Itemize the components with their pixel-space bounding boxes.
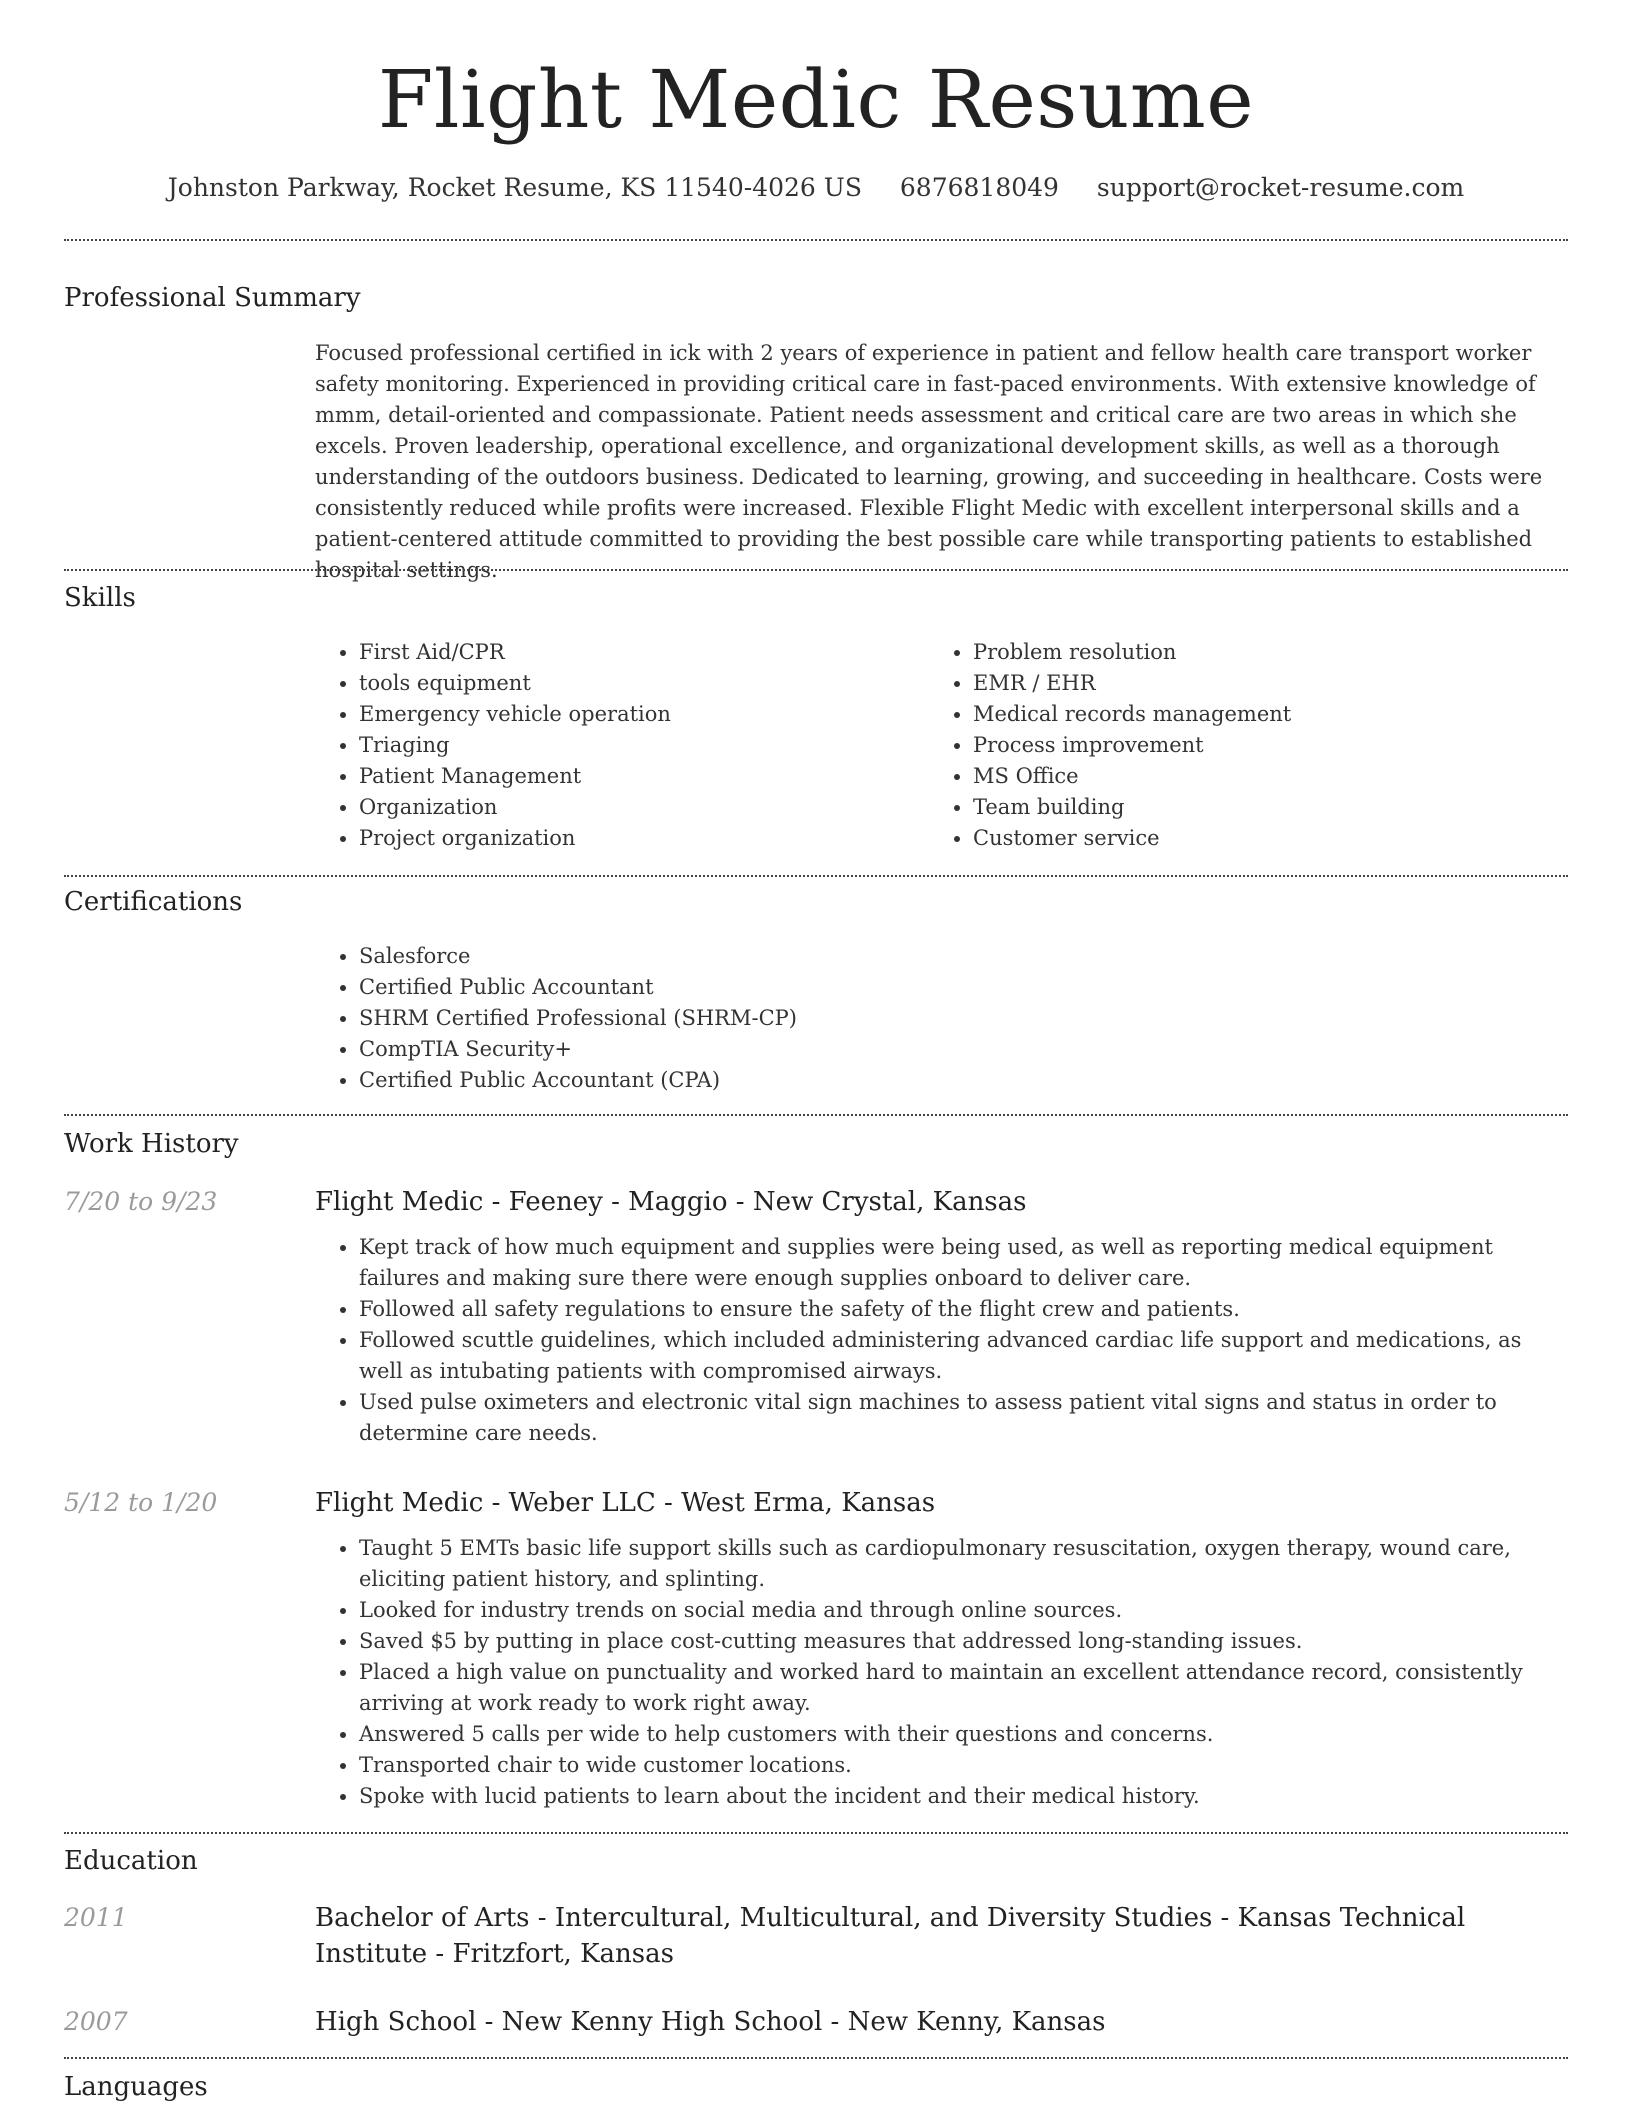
skill-item: • MS Office [973, 761, 1529, 792]
job-bullet: • Kept track of how much equipment and supplies were being used, as well as reporting medical equipment failures and making sure there were enough supplies onboard to deliver care. [359, 1232, 1567, 1294]
education-year: 2007 [64, 2007, 128, 2036]
section-title-languages: Languages [64, 2072, 208, 2102]
skill-item: • Medical records management [973, 699, 1529, 730]
job-bullet: • Spoke with lucid patients to learn about the incident and their medical history. [359, 1781, 1567, 1812]
job-title: Flight Medic - Feeney - Maggio - New Crystal, Kansas [315, 1187, 1027, 1217]
job-entry [315, 1485, 1567, 1812]
job-dates: 7/20 to 9/23 [64, 1187, 218, 1216]
job-dates: 5/12 to 1/20 [64, 1488, 218, 1517]
section-title-skills: Skills [64, 583, 136, 613]
divider [64, 239, 1568, 241]
section-title-education: Education [64, 1846, 198, 1876]
divider [64, 1832, 1568, 1834]
section-title-work-history: Work History [64, 1129, 239, 1159]
certification-item: • CompTIA Security+ [359, 1034, 1567, 1065]
contact-phone: 6876818049 [899, 173, 1059, 202]
contact-address: Johnston Parkway, Rocket Resume, KS 11540-4026 US [167, 173, 862, 202]
job-title: Flight Medic - Weber LLC - West Erma, Kansas [315, 1488, 936, 1518]
divider [64, 2057, 1568, 2059]
education-entry [315, 1900, 1567, 1972]
job-bullet: • Transported chair to wide customer locations. [359, 1750, 1567, 1781]
skills-left-column [315, 637, 915, 854]
skill-item: • Triaging [359, 730, 915, 761]
skill-item: • Problem resolution [973, 637, 1529, 668]
skill-item: • Project organization [359, 823, 915, 854]
resume-title: Flight Medic Resume [377, 53, 1255, 146]
skill-item: • tools equipment [359, 668, 915, 699]
divider [64, 569, 1568, 571]
summary-block [315, 338, 1567, 586]
skill-item: • First Aid/CPR [359, 637, 915, 668]
job-bullet: • Looked for industry trends on social media and through online sources. [359, 1595, 1567, 1626]
skill-item: • Team building [973, 792, 1529, 823]
skill-item: • EMR / EHR [973, 668, 1529, 699]
skill-item: • Organization [359, 792, 915, 823]
skill-item: • Customer service [973, 823, 1529, 854]
skill-item: • Emergency vehicle operation [359, 699, 915, 730]
education-year: 2011 [64, 1903, 128, 1932]
job-bullet: • Placed a high value on punctuality and worked hard to maintain an excellent attendance record, consistently arriving at work ready to work right away. [359, 1657, 1567, 1719]
education-title: Bachelor of Arts - Intercultural, Multicultural, and Diversity Studies - Kansas Technical Institute - Fritzfort, Kansas [315, 1903, 1466, 1969]
job-bullet: • Answered 5 calls per wide to help customers with their questions and concerns. [359, 1719, 1567, 1750]
skill-item: • Patient Management [359, 761, 915, 792]
section-title-summary: Professional Summary [64, 283, 361, 313]
skills-right-column [929, 637, 1529, 854]
job-entry [315, 1184, 1567, 1449]
education-title: High School - New Kenny High School - New Kenny, Kansas [315, 2007, 1106, 2037]
skill-item: • Process improvement [973, 730, 1529, 761]
job-bullet: • Followed all safety regulations to ensure the safety of the flight crew and patients. [359, 1294, 1567, 1325]
education-entry [315, 2004, 1567, 2040]
certification-item: • Certified Public Accountant [359, 972, 1567, 1003]
contact-line [0, 170, 1632, 206]
certifications-list [315, 941, 1567, 1096]
job-bullet: • Taught 5 EMTs basic life support skills such as cardiopulmonary resuscitation, oxygen therapy, wound care, eliciting patient history, and splinting. [359, 1533, 1567, 1595]
divider [64, 875, 1568, 877]
section-title-certifications: Certifications [64, 887, 243, 917]
certification-item: • Salesforce [359, 941, 1567, 972]
job-bullet: • Followed scuttle guidelines, which included administering advanced cardiac life support and medications, as well as intubating patients with compromised airways. [359, 1325, 1567, 1387]
certification-item: • Certified Public Accountant (CPA) [359, 1065, 1567, 1096]
job-bullet: • Saved $5 by putting in place cost-cutting measures that addressed long-standing issues. [359, 1626, 1567, 1657]
certification-item: • SHRM Certified Professional (SHRM-CP) [359, 1003, 1567, 1034]
contact-email: support@rocket-resume.com [1096, 173, 1465, 202]
job-bullet: • Used pulse oximeters and electronic vital sign machines to assess patient vital signs and status in order to determine care needs. [359, 1387, 1567, 1449]
summary-text: Focused professional certified in ick with 2 years of experience in patient and fellow health care transport worker safety monitoring. Experienced in providing critical care in fast-paced environments. With extensive knowledge of mmm, detail-oriented and compassionate. Patient needs assessment and critical care are two areas in which she excels. Proven leadership, operational excellence, and organizational development skills, as well as a thorough understanding of the outdoors business. Dedicated to learning, growing, and succeeding in healthcare. Costs were consistently reduced while profits were increased. Flexible Flight Medic with excellent interpersonal skills and a patient-centered attitude committed to providing the best possible care while transporting patients to established hospital settings. [315, 341, 1543, 582]
divider [64, 1114, 1568, 1116]
